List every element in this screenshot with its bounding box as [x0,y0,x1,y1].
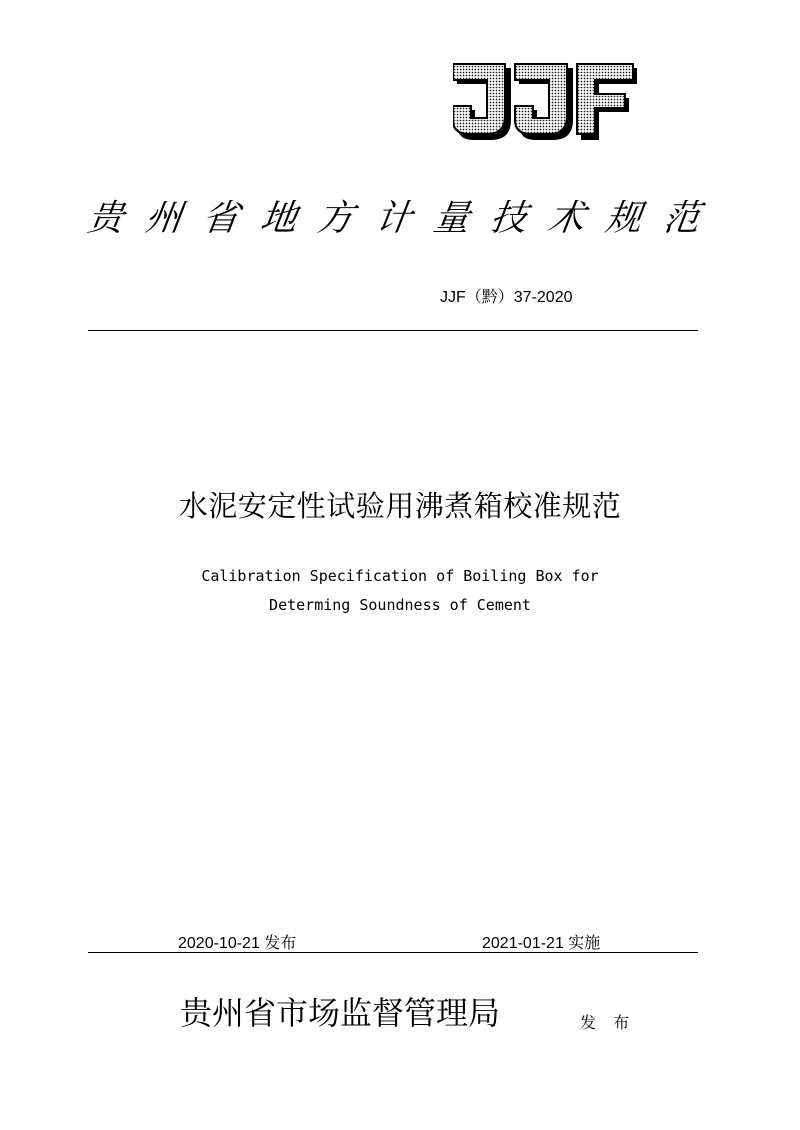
series-title-char: 地 [257,198,300,239]
series-title-char: 规 [603,198,645,239]
series-title [84,190,703,241]
top-divider [88,330,698,331]
bottom-divider [88,952,698,953]
series-title-char: 省 [199,198,242,239]
series-title-char: 技 [487,198,530,239]
document-title-english-line2: Determing Soundness of Cement [269,596,531,614]
series-title-char: 州 [142,198,185,239]
issue-date: 2020-10-21 发布 [178,935,297,952]
document-title-english-line1: Calibration Specification of Boiling Box for [201,567,599,585]
issuing-authority: 贵州省市场监督管理局 [180,994,501,1032]
jjf-logo-graphic [453,62,639,144]
series-title-char: 范 [660,198,703,239]
series-title-char: 量 [430,198,473,239]
series-title-char: 贵 [84,198,127,239]
jjf-logo [453,62,639,144]
series-title-char: 术 [545,198,588,239]
issued-label: 发 布 [580,1013,636,1032]
document-title-chinese: 水泥安定性试验用沸煮箱校准规范 [178,489,622,523]
series-title-char: 计 [372,198,415,239]
implementation-date: 2021-01-21 实施 [482,935,601,952]
series-title-char: 方 [315,198,357,239]
document-number: JJF（黔）37-2020 [440,289,573,306]
